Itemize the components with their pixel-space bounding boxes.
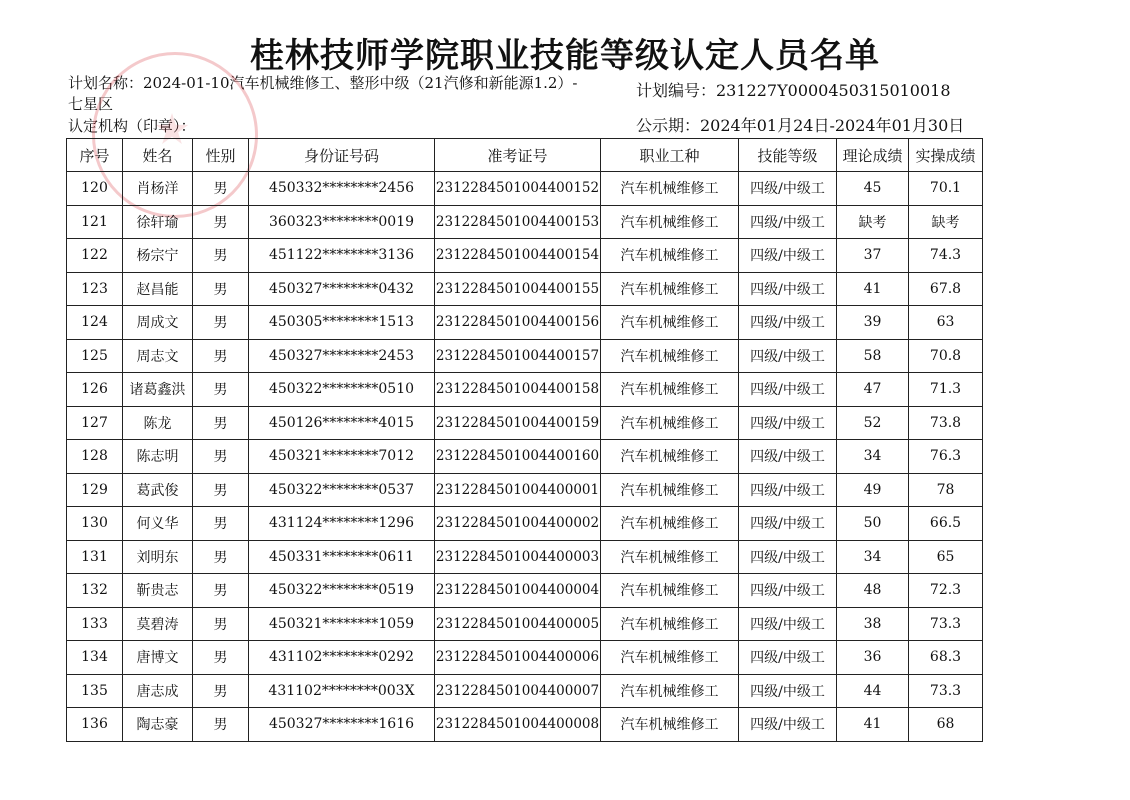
occupation-cell: 汽车机械维修工 xyxy=(601,674,739,708)
table-row xyxy=(67,172,983,206)
exam-number-cell: 2312284501004400160 xyxy=(435,440,601,474)
practical-score-cell: 73.3 xyxy=(909,674,983,708)
table-row xyxy=(67,205,983,239)
header-occupation: 职业工种 xyxy=(601,139,739,172)
id-number-cell: 450126********4015 xyxy=(249,406,435,440)
occupation-cell: 汽车机械维修工 xyxy=(601,373,739,407)
gender-cell: 男 xyxy=(193,607,249,641)
header-gender: 性别 xyxy=(193,139,249,172)
table-row xyxy=(67,272,983,306)
seq-cell: 127 xyxy=(67,406,123,440)
table-row xyxy=(67,674,983,708)
name-cell: 周成文 xyxy=(123,306,193,340)
practical-score-cell: 63 xyxy=(909,306,983,340)
practical-score-cell: 72.3 xyxy=(909,574,983,608)
skill-level-cell: 四级/中级工 xyxy=(739,306,837,340)
table-row xyxy=(67,607,983,641)
gender-cell: 男 xyxy=(193,641,249,675)
gender-cell: 男 xyxy=(193,440,249,474)
gender-cell: 男 xyxy=(193,306,249,340)
skill-level-cell: 四级/中级工 xyxy=(739,406,837,440)
id-number-cell: 431102********003X xyxy=(249,674,435,708)
occupation-cell: 汽车机械维修工 xyxy=(601,172,739,206)
practical-score-cell: 66.5 xyxy=(909,507,983,541)
occupation-cell: 汽车机械维修工 xyxy=(601,406,739,440)
theory-score-cell: 47 xyxy=(837,373,909,407)
practical-score-cell: 73.3 xyxy=(909,607,983,641)
exam-number-cell: 2312284501004400159 xyxy=(435,406,601,440)
skill-level-cell: 四级/中级工 xyxy=(739,708,837,742)
theory-score-cell: 38 xyxy=(837,607,909,641)
gender-cell: 男 xyxy=(193,574,249,608)
occupation-cell: 汽车机械维修工 xyxy=(601,440,739,474)
occupation-cell: 汽车机械维修工 xyxy=(601,239,739,273)
gender-cell: 男 xyxy=(193,172,249,206)
exam-number-cell: 2312284501004400155 xyxy=(435,272,601,306)
seq-cell: 133 xyxy=(67,607,123,641)
theory-score-cell: 50 xyxy=(837,507,909,541)
seq-cell: 125 xyxy=(67,339,123,373)
id-number-cell: 450305********1513 xyxy=(249,306,435,340)
seq-cell: 136 xyxy=(67,708,123,742)
table-row xyxy=(67,373,983,407)
occupation-cell: 汽车机械维修工 xyxy=(601,574,739,608)
name-cell: 赵昌能 xyxy=(123,272,193,306)
seq-cell: 131 xyxy=(67,540,123,574)
practical-score-cell: 68 xyxy=(909,708,983,742)
skill-level-cell: 四级/中级工 xyxy=(739,440,837,474)
skill-level-cell: 四级/中级工 xyxy=(739,540,837,574)
publicity-period: 公示期：2024年01月24日-2024年01月30日 xyxy=(636,116,965,135)
skill-level-cell: 四级/中级工 xyxy=(739,641,837,675)
gender-cell: 男 xyxy=(193,239,249,273)
skill-level-cell: 四级/中级工 xyxy=(739,607,837,641)
table-row xyxy=(67,708,983,742)
name-cell: 何义华 xyxy=(123,507,193,541)
header-practical-score: 实操成绩 xyxy=(909,139,983,172)
theory-score-cell: 34 xyxy=(837,440,909,474)
id-number-cell: 450322********0510 xyxy=(249,373,435,407)
seq-cell: 135 xyxy=(67,674,123,708)
header-seq: 序号 xyxy=(67,139,123,172)
seq-cell: 121 xyxy=(67,205,123,239)
practical-score-cell: 78 xyxy=(909,473,983,507)
name-cell: 周志文 xyxy=(123,339,193,373)
practical-score-cell: 70.1 xyxy=(909,172,983,206)
occupation-cell: 汽车机械维修工 xyxy=(601,641,739,675)
certification-org: 认定机构（印章）： xyxy=(68,117,196,135)
name-cell: 徐轩瑜 xyxy=(123,205,193,239)
skill-level-cell: 四级/中级工 xyxy=(739,373,837,407)
name-cell: 刘明东 xyxy=(123,540,193,574)
occupation-cell: 汽车机械维修工 xyxy=(601,205,739,239)
exam-number-cell: 2312284501004400153 xyxy=(435,205,601,239)
table-header-row xyxy=(67,139,983,172)
gender-cell: 男 xyxy=(193,473,249,507)
skill-level-cell: 四级/中级工 xyxy=(739,473,837,507)
practical-score-cell: 缺考 xyxy=(909,205,983,239)
id-number-cell: 450331********0611 xyxy=(249,540,435,574)
theory-score-cell: 44 xyxy=(837,674,909,708)
id-number-cell: 450327********2453 xyxy=(249,339,435,373)
table-row xyxy=(67,239,983,273)
skill-level-cell: 四级/中级工 xyxy=(739,339,837,373)
gender-cell: 男 xyxy=(193,272,249,306)
practical-score-cell: 67.8 xyxy=(909,272,983,306)
theory-score-cell: 49 xyxy=(837,473,909,507)
id-number-cell: 450321********1059 xyxy=(249,607,435,641)
seq-cell: 120 xyxy=(67,172,123,206)
occupation-cell: 汽车机械维修工 xyxy=(601,607,739,641)
id-number-cell: 431102********0292 xyxy=(249,641,435,675)
practical-score-cell: 76.3 xyxy=(909,440,983,474)
header-theory-score: 理论成绩 xyxy=(837,139,909,172)
seq-cell: 128 xyxy=(67,440,123,474)
theory-score-cell: 41 xyxy=(837,708,909,742)
table-row xyxy=(67,540,983,574)
name-cell: 肖杨洋 xyxy=(123,172,193,206)
seq-cell: 126 xyxy=(67,373,123,407)
skill-level-cell: 四级/中级工 xyxy=(739,507,837,541)
theory-score-cell: 45 xyxy=(837,172,909,206)
skill-level-cell: 四级/中级工 xyxy=(739,574,837,608)
theory-score-cell: 39 xyxy=(837,306,909,340)
exam-number-cell: 2312284501004400002 xyxy=(435,507,601,541)
seq-cell: 122 xyxy=(67,239,123,273)
theory-score-cell: 41 xyxy=(837,272,909,306)
gender-cell: 男 xyxy=(193,674,249,708)
exam-number-cell: 2312284501004400004 xyxy=(435,574,601,608)
table-row xyxy=(67,641,983,675)
table-row xyxy=(67,406,983,440)
theory-score-cell: 37 xyxy=(837,239,909,273)
header-id-number: 身份证号码 xyxy=(249,139,435,172)
seq-cell: 130 xyxy=(67,507,123,541)
name-cell: 靳贵志 xyxy=(123,574,193,608)
exam-number-cell: 2312284501004400158 xyxy=(435,373,601,407)
table-row xyxy=(67,306,983,340)
practical-score-cell: 73.8 xyxy=(909,406,983,440)
header-skill-level: 技能等级 xyxy=(739,139,837,172)
seq-cell: 129 xyxy=(67,473,123,507)
header-name: 姓名 xyxy=(123,139,193,172)
gender-cell: 男 xyxy=(193,507,249,541)
table-row xyxy=(67,440,983,474)
name-cell: 莫碧涛 xyxy=(123,607,193,641)
id-number-cell: 450332********2456 xyxy=(249,172,435,206)
practical-score-cell: 74.3 xyxy=(909,239,983,273)
theory-score-cell: 36 xyxy=(837,641,909,675)
exam-number-cell: 2312284501004400001 xyxy=(435,473,601,507)
name-cell: 陶志豪 xyxy=(123,708,193,742)
name-cell: 陈志明 xyxy=(123,440,193,474)
id-number-cell: 450322********0519 xyxy=(249,574,435,608)
id-number-cell: 450327********1616 xyxy=(249,708,435,742)
table-row xyxy=(67,507,983,541)
exam-number-cell: 2312284501004400154 xyxy=(435,239,601,273)
skill-level-cell: 四级/中级工 xyxy=(739,674,837,708)
exam-number-cell: 2312284501004400007 xyxy=(435,674,601,708)
page-title: 桂林技师学院职业技能等级认定人员名单 xyxy=(250,36,880,76)
exam-number-cell: 2312284501004400003 xyxy=(435,540,601,574)
gender-cell: 男 xyxy=(193,205,249,239)
seq-cell: 124 xyxy=(67,306,123,340)
table-row xyxy=(67,473,983,507)
theory-score-cell: 58 xyxy=(837,339,909,373)
id-number-cell: 431124********1296 xyxy=(249,507,435,541)
seq-cell: 123 xyxy=(67,272,123,306)
occupation-cell: 汽车机械维修工 xyxy=(601,473,739,507)
gender-cell: 男 xyxy=(193,708,249,742)
exam-number-cell: 2312284501004400005 xyxy=(435,607,601,641)
gender-cell: 男 xyxy=(193,406,249,440)
plan-district: 七星区 xyxy=(68,95,114,113)
skill-level-cell: 四级/中级工 xyxy=(739,239,837,273)
occupation-cell: 汽车机械维修工 xyxy=(601,540,739,574)
theory-score-cell: 34 xyxy=(837,540,909,574)
gender-cell: 男 xyxy=(193,339,249,373)
skill-level-cell: 四级/中级工 xyxy=(739,272,837,306)
skill-level-cell: 四级/中级工 xyxy=(739,205,837,239)
practical-score-cell: 65 xyxy=(909,540,983,574)
occupation-cell: 汽车机械维修工 xyxy=(601,507,739,541)
theory-score-cell: 缺考 xyxy=(837,205,909,239)
gender-cell: 男 xyxy=(193,373,249,407)
name-cell: 杨宗宁 xyxy=(123,239,193,273)
id-number-cell: 451122********3136 xyxy=(249,239,435,273)
name-cell: 唐志成 xyxy=(123,674,193,708)
roster-table xyxy=(66,138,983,742)
roster-body xyxy=(67,172,983,742)
table-row xyxy=(67,339,983,373)
plan-number: 计划编号：231227Y0000450315010018 xyxy=(636,81,951,100)
id-number-cell: 450321********7012 xyxy=(249,440,435,474)
id-number-cell: 360323********0019 xyxy=(249,205,435,239)
practical-score-cell: 71.3 xyxy=(909,373,983,407)
plan-name: 计划名称：2024-01-10汽车机械维修工、整形中级（21汽修和新能源1.2）- xyxy=(68,74,578,92)
seq-cell: 134 xyxy=(67,641,123,675)
exam-number-cell: 2312284501004400008 xyxy=(435,708,601,742)
skill-level-cell: 四级/中级工 xyxy=(739,172,837,206)
name-cell: 诸葛鑫洪 xyxy=(123,373,193,407)
occupation-cell: 汽车机械维修工 xyxy=(601,339,739,373)
exam-number-cell: 2312284501004400152 xyxy=(435,172,601,206)
exam-number-cell: 2312284501004400157 xyxy=(435,339,601,373)
practical-score-cell: 70.8 xyxy=(909,339,983,373)
occupation-cell: 汽车机械维修工 xyxy=(601,272,739,306)
occupation-cell: 汽车机械维修工 xyxy=(601,708,739,742)
seq-cell: 132 xyxy=(67,574,123,608)
name-cell: 陈龙 xyxy=(123,406,193,440)
id-number-cell: 450322********0537 xyxy=(249,473,435,507)
table-row xyxy=(67,574,983,608)
header-exam-number: 准考证号 xyxy=(435,139,601,172)
exam-number-cell: 2312284501004400156 xyxy=(435,306,601,340)
id-number-cell: 450327********0432 xyxy=(249,272,435,306)
name-cell: 唐博文 xyxy=(123,641,193,675)
theory-score-cell: 52 xyxy=(837,406,909,440)
practical-score-cell: 68.3 xyxy=(909,641,983,675)
gender-cell: 男 xyxy=(193,540,249,574)
name-cell: 葛武俊 xyxy=(123,473,193,507)
theory-score-cell: 48 xyxy=(837,574,909,608)
exam-number-cell: 2312284501004400006 xyxy=(435,641,601,675)
occupation-cell: 汽车机械维修工 xyxy=(601,306,739,340)
